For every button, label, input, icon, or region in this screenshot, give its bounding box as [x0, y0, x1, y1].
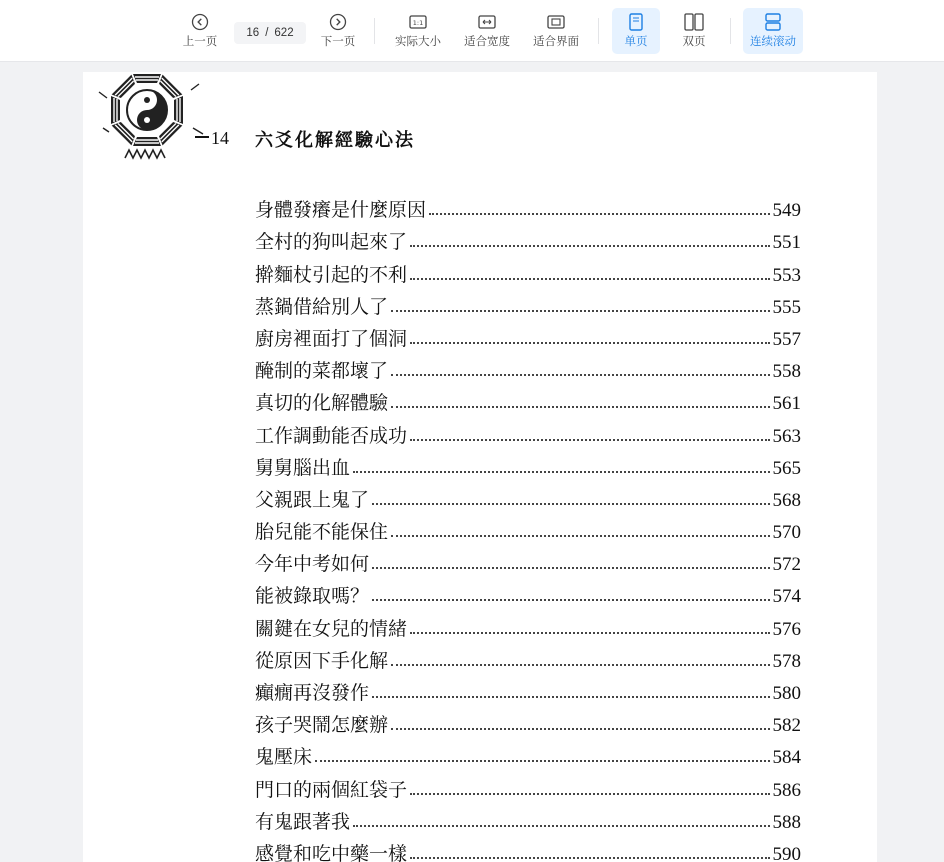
toc-entry-title: 蒸鍋借給別人了	[255, 295, 389, 318]
toc-entry[interactable]	[255, 641, 801, 673]
toc-leader-dots	[353, 825, 769, 827]
double-page-button[interactable]	[670, 8, 718, 54]
toc-entry-page: 561	[772, 393, 801, 415]
actual-size-icon	[408, 12, 428, 32]
toc-entry-title: 癲癇再沒發作	[255, 682, 370, 704]
toc-entry-title: 今年中考如何	[255, 553, 370, 576]
toc-leader-dots	[410, 439, 769, 441]
toc-entry-title: 感覺和吃中藥一樣	[255, 842, 408, 862]
toc-entry-title: 醃制的菜都壞了	[255, 360, 389, 383]
toc-leader-dots	[391, 535, 769, 537]
toc-entry-title: 擀麵杖引起的不利	[255, 263, 408, 286]
toc-leader-dots	[391, 728, 769, 730]
page-separator: /	[265, 27, 269, 39]
toc-entry-title: 孩子哭鬧怎麼辦	[255, 714, 389, 737]
toc-entry[interactable]	[255, 512, 801, 544]
toc-leader-dots	[353, 471, 769, 473]
toc-leader-dots	[372, 503, 769, 505]
toc-leader-dots	[391, 310, 769, 312]
current-page-input[interactable]: 16	[246, 27, 260, 39]
toc-entry-page: 582	[772, 715, 801, 737]
toc-entry[interactable]	[255, 383, 801, 415]
single-page-button[interactable]	[612, 8, 660, 54]
toc-leader-dots	[315, 760, 769, 762]
toc-leader-dots	[372, 599, 769, 601]
toc-entry[interactable]	[255, 544, 801, 576]
toc-entry-page: 588	[772, 811, 801, 833]
toc-entry-page: 565	[772, 457, 801, 479]
toc-entry-title: 有鬼跟著我	[255, 810, 351, 833]
toc-entry[interactable]	[255, 737, 801, 769]
prev-page-label: 上一页	[182, 36, 218, 48]
toc-leader-dots	[410, 278, 769, 280]
svg-text:1:1: 1:1	[412, 19, 424, 27]
fit-width-icon	[477, 12, 497, 32]
fit-page-button[interactable]	[528, 8, 584, 54]
next-page-label: 下一页	[320, 36, 356, 48]
toc-entry[interactable]	[255, 673, 801, 705]
single-page-icon	[626, 12, 646, 32]
toc-entry-title: 身體發癢是什麼原因	[255, 199, 427, 222]
toc-entry-title: 全村的狗叫起來了	[255, 231, 408, 254]
toc-leader-dots	[391, 664, 769, 666]
toc-entry-page: 557	[772, 328, 801, 350]
toc-entry-page: 576	[772, 618, 801, 640]
toc-leader-dots	[410, 793, 769, 795]
toc-entry-page: 580	[772, 683, 801, 704]
toc-entry[interactable]	[255, 448, 801, 480]
document-page	[83, 72, 877, 862]
toc-entry-page: 568	[772, 489, 801, 511]
double-page-icon	[684, 12, 704, 32]
toc-entry[interactable]	[255, 608, 801, 640]
toc-entry-page: 578	[772, 650, 801, 672]
page-indicator[interactable]	[234, 22, 306, 44]
toc-entry-page: 563	[772, 425, 801, 447]
toc-entry[interactable]	[255, 802, 801, 834]
total-pages: 622	[274, 27, 294, 39]
toc-leader-dots	[429, 213, 769, 215]
toc-entry[interactable]	[255, 576, 801, 608]
next-page-button[interactable]	[314, 8, 362, 54]
table-of-contents	[255, 190, 801, 862]
toc-leader-dots	[372, 696, 769, 698]
continuous-scroll-label: 连续滚动	[750, 36, 796, 48]
toc-entry-title: 真切的化解體驗	[255, 392, 389, 415]
double-page-label: 双页	[682, 36, 706, 48]
toc-entry-title: 能被錄取嗎？	[255, 585, 370, 608]
toc-leader-dots	[391, 374, 769, 376]
toolbar-divider	[374, 18, 375, 44]
chapter-number: 14	[211, 128, 229, 148]
toc-entry-title: 門口的兩個紅袋子	[255, 778, 408, 801]
toc-leader-dots	[391, 406, 769, 408]
toc-entry[interactable]	[255, 415, 801, 447]
toc-entry[interactable]	[255, 834, 801, 862]
toc-entry-page: 551	[772, 232, 801, 254]
toc-entry-page: 549	[772, 200, 801, 222]
toc-entry-title: 關鍵在女兒的情緒	[255, 617, 408, 640]
toc-entry-title: 父親跟上鬼了	[255, 488, 370, 511]
viewer-toolbar	[0, 0, 944, 62]
toc-entry-page: 584	[772, 747, 801, 769]
toc-entry-title: 廚房裡面打了個洞	[255, 327, 408, 350]
fit-page-icon	[546, 12, 566, 32]
chapter-title: 六爻化解經驗心法	[255, 130, 415, 151]
toc-entry[interactable]	[255, 190, 801, 222]
toc-entry-page: 572	[772, 554, 801, 576]
toc-entry-title: 鬼壓床	[255, 746, 313, 769]
toc-entry-page: 553	[772, 264, 801, 286]
toc-entry[interactable]	[255, 351, 801, 383]
toc-entry-page: 570	[772, 522, 801, 544]
toc-leader-dots	[410, 342, 769, 344]
toc-entry-page: 590	[772, 843, 801, 862]
fit-width-button[interactable]	[459, 8, 515, 54]
chapter-rule	[195, 136, 209, 138]
toc-entry[interactable]	[255, 769, 801, 801]
toc-entry[interactable]	[255, 319, 801, 351]
single-page-label: 单页	[624, 36, 648, 48]
continuous-scroll-icon	[763, 12, 783, 32]
toc-entry-page: 574	[772, 586, 801, 608]
toc-leader-dots	[410, 245, 769, 247]
prev-page-button[interactable]	[176, 8, 224, 54]
toc-entry-page: 558	[772, 361, 801, 383]
toc-entry-page: 586	[772, 779, 801, 801]
continuous-scroll-button[interactable]	[743, 8, 803, 54]
toolbar-divider	[730, 18, 731, 44]
toc-entry[interactable]	[255, 705, 801, 737]
fit-page-label: 适合界面	[533, 36, 579, 48]
toc-leader-dots	[372, 567, 769, 569]
toc-entry-page: 555	[772, 296, 801, 318]
toc-entry-title: 舅舅腦出血	[255, 456, 351, 479]
toc-entry[interactable]	[255, 480, 801, 512]
toc-leader-dots	[410, 857, 769, 859]
chevron-left-circle-icon	[190, 12, 210, 32]
toc-entry[interactable]	[255, 254, 801, 286]
toc-entry-title: 胎兒能不能保住	[255, 521, 389, 544]
bagua-emblem-icon	[95, 72, 207, 168]
toolbar-divider	[598, 18, 599, 44]
fit-width-label: 适合宽度	[464, 36, 510, 48]
toc-entry-title: 工作調動能否成功	[255, 424, 408, 447]
toc-entry[interactable]	[255, 222, 801, 254]
actual-size-button[interactable]	[390, 8, 446, 54]
toc-leader-dots	[410, 632, 769, 634]
chevron-right-circle-icon	[328, 12, 348, 32]
actual-size-label: 实际大小	[395, 36, 441, 48]
toc-entry-title: 從原因下手化解	[255, 649, 389, 672]
toc-entry[interactable]	[255, 287, 801, 319]
